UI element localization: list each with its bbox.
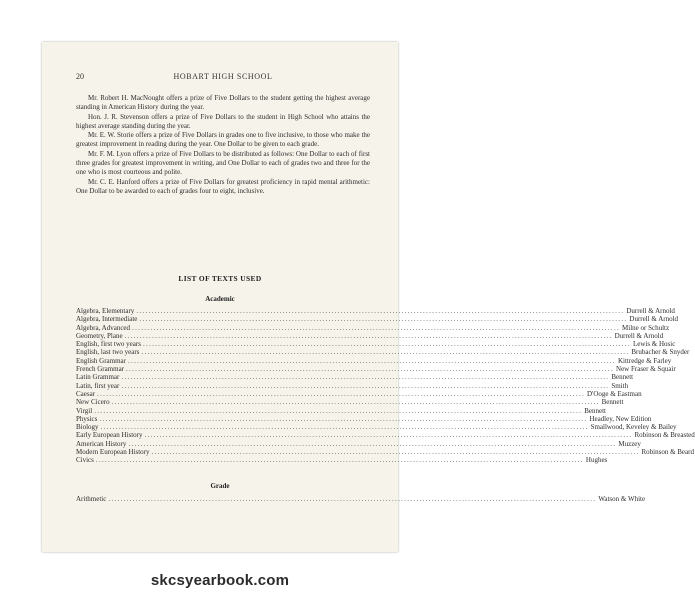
site-watermark: skcsyearbook.com <box>150 572 290 589</box>
subject: Caesar <box>76 389 96 398</box>
leader-dots: ................................................................................................................................................................ <box>128 439 617 448</box>
text-row <box>76 365 676 374</box>
text-row <box>76 381 629 390</box>
page-title: HOBART HIGH SCHOOL <box>173 72 273 81</box>
subject: English, last two years <box>76 348 140 357</box>
author: Robinson & Breasted <box>634 431 695 440</box>
leader-dots: ................................................................................................................................................................ <box>124 331 613 340</box>
author: Smith <box>611 381 629 390</box>
author: Bennett <box>584 406 606 415</box>
text-row <box>76 431 695 440</box>
text-row <box>76 448 694 457</box>
page-header <box>76 72 370 84</box>
subject: Biology <box>76 423 99 432</box>
text-row <box>76 423 677 432</box>
texts-list-title: LIST OF TEXTS USED <box>178 274 262 283</box>
subject: Geometry, Plane <box>76 331 123 340</box>
text-row <box>76 439 641 448</box>
leader-dots: ................................................................................................................................................................ <box>121 381 610 390</box>
subject: Latin Grammar <box>76 373 120 382</box>
subject: English, first two years <box>76 340 141 349</box>
subject: Algebra, Intermediate <box>76 315 138 324</box>
text-row <box>76 331 664 340</box>
leader-dots: ................................................................................................................................................................ <box>144 431 633 440</box>
subject: Physics <box>76 414 98 423</box>
prize-paragraph: Mr. F. M. Lyon offers a prize of Five Dollars to be distributed as follows: One Dollar to each of first three grades for greatest improvement in writing, and One Dollar to each of grades two and three for the one who is most courteous and polite. <box>76 149 370 177</box>
prize-paragraph: Mr. E. W. Storie offers a prize of Five Dollars in grades one to five inclusive, to those who make the greatest improvement in reading during the year. One Dollar to be given to each grade. <box>76 131 370 149</box>
author: Durrell & Arnold <box>614 331 664 340</box>
subject: Modern European History <box>76 448 150 457</box>
author: Brubacher & Snyder <box>631 348 690 357</box>
subject: Algebra, Advanced <box>76 323 131 332</box>
text-row <box>76 315 679 324</box>
leader-dots: ................................................................................................................................................................ <box>100 423 589 432</box>
leader-dots: ................................................................................................................................................................ <box>99 414 588 423</box>
text-row <box>76 348 690 357</box>
subject: Algebra, Elementary <box>76 307 135 315</box>
grade-texts-list <box>76 495 646 503</box>
leader-dots: ................................................................................................................................................................ <box>111 398 600 407</box>
subject: Civics <box>76 456 94 465</box>
leader-dots: ................................................................................................................................................................ <box>132 323 621 332</box>
text-row <box>76 389 642 398</box>
subject: New Cicero <box>76 398 110 407</box>
author: Muzzey <box>618 439 641 448</box>
page-number: 20 <box>76 72 84 81</box>
author: D'Ooge & Eastman <box>587 389 642 398</box>
author: Kittredge & Farley <box>617 356 672 365</box>
prize-paragraph: Hon. J. R. Stevenson offers a prize of Five Dollars to the student in High School who attains the highest average standing during the year. <box>76 112 370 130</box>
academic-heading: Academic <box>205 295 235 303</box>
author: Durrell & Arnold <box>629 315 679 324</box>
text-row <box>76 307 675 315</box>
author: Milne or Schultz <box>622 323 670 332</box>
leader-dots: ................................................................................................................................................................ <box>108 495 597 503</box>
subject: English Grammar <box>76 356 126 365</box>
text-row <box>76 398 624 407</box>
text-row <box>76 495 646 503</box>
author: New Fraser & Squair <box>616 365 676 374</box>
author: Lewis & Hosic <box>632 340 676 349</box>
author: Hughes <box>585 456 608 465</box>
text-row <box>76 340 676 349</box>
academic-texts-list <box>76 307 695 465</box>
grade-heading: Grade <box>210 482 230 490</box>
leader-dots: ................................................................................................................................................................ <box>126 365 615 374</box>
text-row <box>76 456 608 465</box>
author: Smallwood, Keveley & Bailey <box>590 423 677 432</box>
leader-dots: ................................................................................................................................................................ <box>97 389 586 398</box>
leader-dots: ................................................................................................................................................................ <box>127 356 616 365</box>
subject: Latin, first year <box>76 381 120 390</box>
author: Bennett <box>611 373 634 382</box>
text-row <box>76 373 634 382</box>
leader-dots: ................................................................................................................................................................ <box>151 448 640 457</box>
subject: American History <box>76 439 127 448</box>
text-row <box>76 406 606 415</box>
subject: Arithmetic <box>76 495 107 503</box>
leader-dots: ................................................................................................................................................................ <box>121 373 610 382</box>
subject: Early European History <box>76 431 143 440</box>
leader-dots: ................................................................................................................................................................ <box>142 340 631 349</box>
author: Bennett <box>601 398 624 407</box>
text-row <box>76 414 652 423</box>
author: Durrell & Arnold <box>626 307 675 315</box>
leader-dots: ................................................................................................................................................................ <box>136 307 625 315</box>
leader-dots: ................................................................................................................................................................ <box>94 406 583 415</box>
leader-dots: ................................................................................................................................................................ <box>141 348 630 357</box>
prize-paragraph: Mr. C. E. Hanford offers a prize of Five Dollars for greatest proficiency in rapid mental arithmetic: One Dollar to be awarded to each of grades four to eight, inclusive. <box>76 177 370 195</box>
leader-dots: ................................................................................................................................................................ <box>95 456 584 465</box>
prize-paragraph: Mr. Robert H. MacNought offers a prize of Five Dollars to the student getting the highest average standing in American History during the year. <box>76 94 370 112</box>
yearbook-page <box>42 42 695 552</box>
prize-announcements <box>76 94 370 196</box>
author: Watson & White <box>598 495 646 503</box>
leader-dots: ................................................................................................................................................................ <box>139 315 628 324</box>
subject: Virgil <box>76 406 93 415</box>
author: Headley, New Edition <box>589 414 652 423</box>
author: Robinson & Beard <box>641 448 694 457</box>
text-row <box>76 356 672 365</box>
text-row <box>76 323 670 332</box>
subject: French Grammar <box>76 365 125 374</box>
